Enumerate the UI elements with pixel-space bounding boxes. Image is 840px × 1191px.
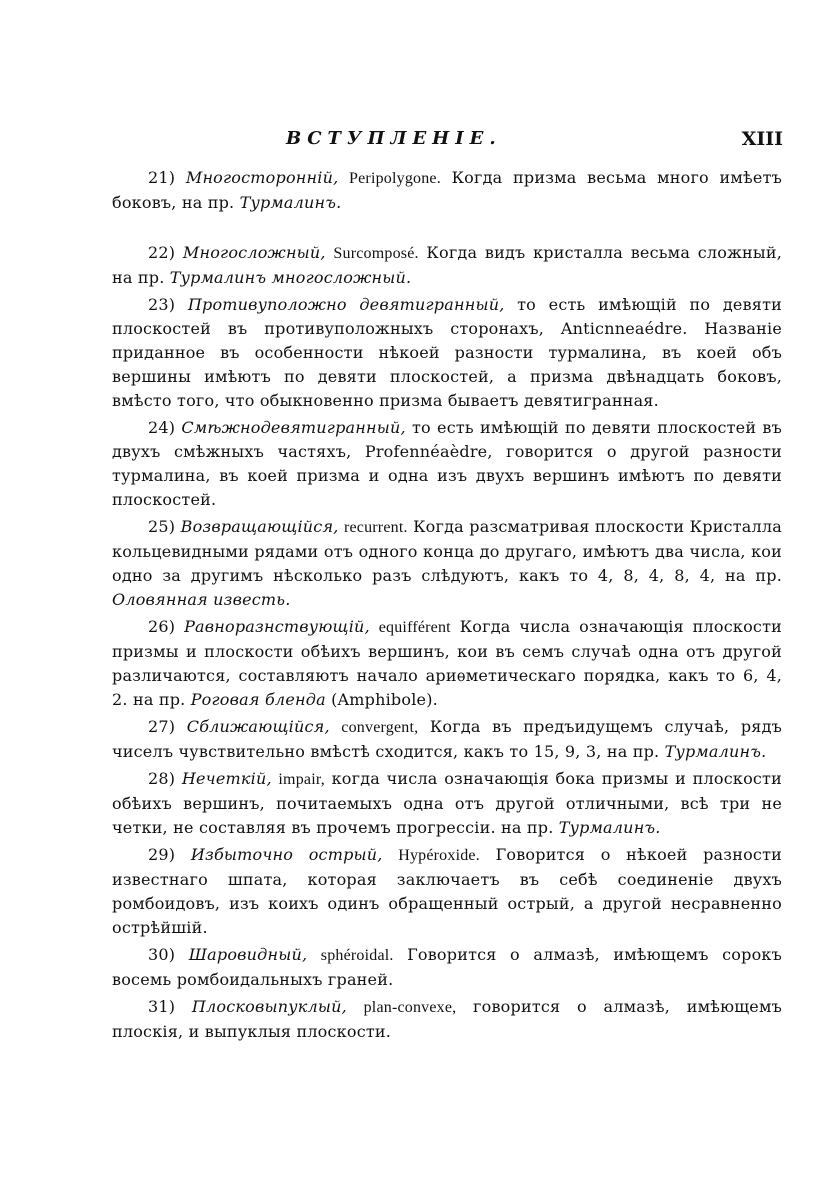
entry-example: Турмалинъ. (558, 818, 661, 837)
entry-latin: convergent, (341, 719, 419, 736)
entry-26: 26) Равноразнствующій, equifférent Когда числа означающія плоскости призмы и плоскости обѣихъ вершинъ, кои въ семъ случаѣ одна отъ другой различаются, составляютъ начало ариѳметическаго порядка, какъ то 6, 4, 2. на пр. Роговая бленда (Amphibole). (112, 617, 782, 709)
entry-term: Многосторонній, (185, 168, 339, 187)
entry-text: Когда призма весьма много имѣетъ боковъ, на пр. (112, 168, 782, 212)
entry-21: 21) Многосторонній, Peripolygone. Когда призма весьма много имѣетъ боковъ, на пр. Турмалинъ. (112, 168, 782, 212)
entry-example: Турмалинъ. (239, 193, 342, 212)
entry-28: 28) Нечеткій, impair, когда числа означающія бока призмы и плоскости обѣихъ вершинъ, почитаемыхъ одна отъ другой отличными, всѣ три не четки, не составляя въ прочемъ прогрессіи. на пр. Турмалинъ. (112, 769, 782, 837)
entry-example: Турмалинъ многосложный. (169, 268, 412, 287)
entry-term: Плосковыпуклый, (191, 997, 347, 1016)
entry-text: Когда въ предъидущемъ случаѣ, рядъ чиселъ чувствительно вмѣстѣ сходится, какъ то 15, 9, 3, на пр. (112, 717, 783, 761)
entry-text: то есть имѣющій по девяти плоскостей въ противуположныхъ сторонахъ, Anticnneaédre. Названіе приданное въ особенности нѣкоей разности турмалина, въ коей объ вершины имѣютъ по девяти плоскостей, а призма двѣнадцать боковъ, вмѣсто того, что обыкновенно призма бываетъ девятигранная. (112, 295, 782, 410)
entry-latin: Surcomposé. (333, 245, 419, 262)
entry-term: Возвращающійся, (180, 517, 339, 536)
entry-term: Шаровидный, (188, 945, 308, 964)
entry-latin: Hypéroxide. (398, 847, 480, 864)
entry-term: Многосложный, (182, 243, 326, 262)
entry-latin: sphéroidal. (320, 947, 394, 964)
entry-29: 29) Избыточно острый, Hypéroxide. Говорится о нѣкоей разности известнаго шпата, которая заключаетъ въ себѣ соединеніе двухъ ромбоидовъ, изъ коихъ одинъ обращенный острый, а другой несравненно острѣйшій. (112, 845, 782, 937)
entry-22: 22) Многосложный, Surcomposé. Когда видъ кристалла весьма сложный, на пр. Турмалинъ многосложный. (112, 243, 782, 287)
entry-latin: plan-convexe, (363, 999, 457, 1016)
entry-text: то есть имѣющій по девяти плоскостей въ двухъ смѣжныхъ частяхъ, Profennéaèdre, говорится о другой разности турмалина, въ коей призма и одна изъ двухъ вершинъ имѣютъ по девяти плоскостей. (112, 418, 782, 509)
entry-latin: impair, (278, 771, 325, 788)
entry-31: 31) Плосковыпуклый, plan-convexe, говорится о алмазѣ, имѣющемъ плоскія, и выпуклыя плоскости. (112, 997, 782, 1041)
entry-text: Когда видъ кристалла весьма сложный, на пр. (112, 243, 782, 287)
page-body (112, 166, 782, 1047)
entry-text: говорится о алмазѣ, имѣющемъ плоскія, и выпуклыя плоскости. (112, 997, 782, 1041)
entry-text: Когда числа означающія плоскости призмы и плоскости обѣихъ вершинъ, кои въ семъ случаѣ одна отъ другой различаются, составляютъ начало ариѳметическаго порядка, какъ то 6, 4, 2. на пр. (112, 617, 782, 709)
entry-term: Смѣжнодевятигранный, (181, 418, 406, 437)
page-number: XIII (741, 128, 783, 150)
entry-30: 30) Шаровидный, sphéroidal. Говорится о алмазѣ, имѣющемъ сорокъ восемь ромбоидальныхъ граней. (112, 945, 782, 989)
entry-example: Турмалинъ. (664, 742, 767, 761)
entry-24: 24) Смѣжнодевятигранный, то есть имѣющій по девяти плоскостей въ двухъ смѣжныхъ частяхъ, Profennéaèdre, говорится о другой разности турмалина, въ коей призма и одна изъ двухъ вершинъ имѣютъ по девяти плоскостей. (112, 418, 782, 509)
entry-25: 25) Возвращающійся, recurrent. Когда разсматривая плоскости Кристалла кольцевидными рядами отъ одного конца до другаго, имѣютъ два числа, кои одно за другимъ нѣсколько разъ слѣдуютъ, какъ то 4, 8, 4, 8, 4, на пр. Оловянная известь. (112, 517, 782, 609)
entry-term: Сближающійся, (186, 717, 330, 736)
entry-latin: Peripolygone. (349, 170, 441, 187)
entry-latin: recurrent. (343, 519, 408, 536)
entry-text: когда числа означающія бока призмы и плоскости обѣихъ вершинъ, почитаемыхъ одна отъ другой отличными, всѣ три не четки, не составляя въ прочемъ прогрессіи. на пр. (112, 769, 782, 837)
entry-term: Противуположно девятигранный, (187, 295, 505, 314)
entry-27: 27) Сближающійся, convergent, Когда въ предъидущемъ случаѣ, рядъ чиселъ чувствительно вмѣстѣ сходится, какъ то 15, 9, 3, на пр. Турмалинъ. (112, 717, 783, 761)
entry-term: Нечеткій, (181, 769, 272, 788)
entry-text: Говорится о нѣкоей разности известнаго шпата, которая заключаетъ въ себѣ соединеніе двухъ ромбоидовъ, изъ коихъ одинъ обращенный острый, а другой несравненно острѣйшій. (112, 845, 782, 937)
page-header (118, 128, 783, 158)
running-title: ВСТУПЛЕНІЕ. (286, 128, 502, 149)
entry-term: Равноразнствующій, (184, 617, 370, 636)
entry-example: Оловянная известь. (112, 590, 291, 609)
entry-latin: equifférent (378, 619, 451, 636)
entry-example: Роговая бленда (190, 690, 326, 709)
entry-tail: (Amphibole). (325, 690, 438, 709)
entry-text: Говорится о алмазѣ, имѣющемъ сорокъ восемь ромбоидальныхъ граней. (112, 945, 782, 989)
entry-text: Когда разсматривая плоскости Кристалла кольцевидными рядами отъ одного конца до другаго, имѣютъ два числа, кои одно за другимъ нѣсколько разъ слѣдуютъ, какъ то 4, 8, 4, 8, 4, на пр. (112, 517, 782, 585)
entry-term: Избыточно острый, (190, 845, 383, 864)
entry-23: 23) Противуположно девятигранный, то есть имѣющій по девяти плоскостей въ противуположныхъ сторонахъ, Anticnneaédre. Названіе приданное въ особенности нѣкоей разности турмалина, въ коей объ вершины имѣютъ по девяти плоскостей, а призма двѣнадцать боковъ, вмѣсто того, что обыкновенно призма бываетъ девятигранная. (112, 295, 782, 410)
